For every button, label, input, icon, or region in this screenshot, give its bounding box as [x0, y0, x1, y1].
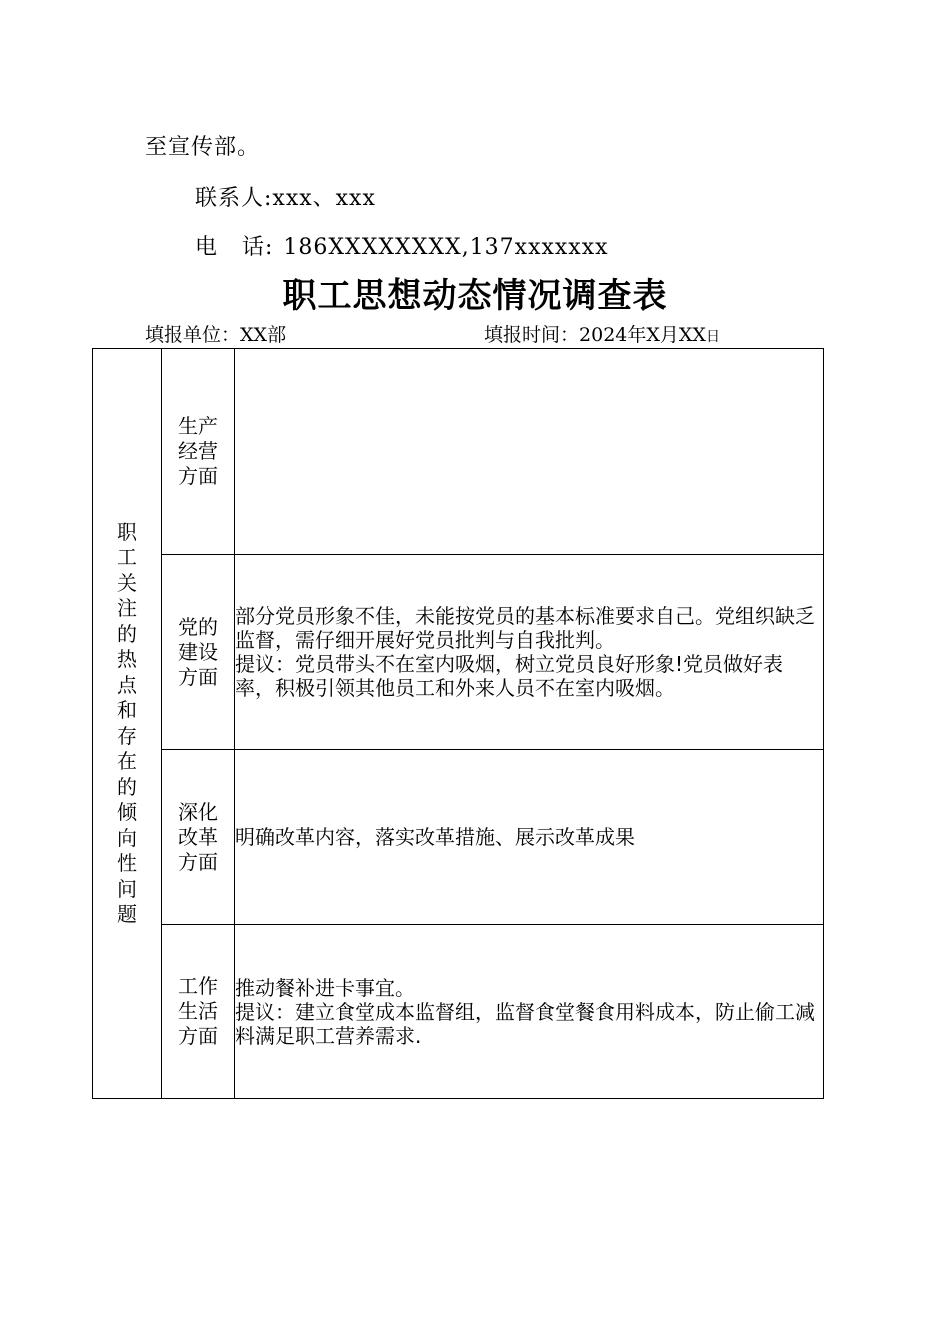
contact-value: xxx、xxx — [272, 186, 376, 211]
time-label: 填报时间： — [484, 324, 580, 346]
content-line: 部分党员形象不佳，未能按党员的基本标准要求自己。党组织缺乏监督，需仔细开展好党员批判与自我批判。 — [235, 604, 815, 652]
category-cell — [162, 925, 235, 1099]
content-line: 提议：党员带头不在室内吸烟，树立党员良好形象!党员做好表率，积极引领其他员工和外来人员不在室内吸烟。 — [235, 652, 784, 700]
contact-line — [195, 185, 376, 213]
category-label: 生产经营方面 — [178, 414, 218, 488]
side-header: 职工关注的热点和存在的倾向性问题 — [117, 519, 137, 926]
content-cell — [235, 349, 824, 555]
phone-line — [195, 234, 609, 262]
category-label: 党的建设方面 — [178, 614, 218, 689]
content-text — [235, 976, 823, 1048]
report-time — [484, 322, 720, 350]
table-row — [93, 925, 824, 1099]
category-cell — [162, 750, 235, 925]
side-header-cell — [93, 349, 162, 1099]
content-text — [235, 604, 823, 700]
page-title: 职工思想动态情况调查表 — [282, 276, 668, 316]
content-cell — [235, 750, 824, 925]
unit-label: 填报单位： — [145, 324, 241, 346]
category-label: 工作生活方面 — [178, 974, 218, 1048]
category-cell — [162, 349, 235, 555]
content-cell — [235, 925, 824, 1099]
content-line: 提议：建立食堂成本监督组，监督食堂餐食用料成本，防止偷工减料满足职工营养需求. — [235, 999, 815, 1048]
time-day: 日 — [705, 329, 720, 345]
survey-table — [92, 348, 824, 1099]
content-cell — [235, 555, 824, 750]
phone-value: 186XXXXXXXX,137xxxxxxx — [283, 235, 609, 260]
recipient-line: 至宣传部。 — [145, 135, 261, 160]
contact-label: 联系人: — [195, 186, 273, 211]
content-text — [235, 825, 823, 849]
table-row — [93, 349, 824, 555]
phone-label: 电 话: — [195, 235, 274, 260]
category-label: 深化改革方面 — [178, 799, 218, 874]
table-row — [93, 555, 824, 750]
time-value: 2024年X月XX — [579, 324, 706, 346]
report-unit — [145, 322, 286, 348]
content-line: 推动餐补进卡事宜。 — [235, 975, 415, 1000]
content-line: 明确改革内容，落实改革措施、展示改革成果 — [235, 825, 635, 849]
category-cell — [162, 555, 235, 750]
unit-value: XX部 — [240, 324, 287, 346]
table-row — [93, 750, 824, 925]
